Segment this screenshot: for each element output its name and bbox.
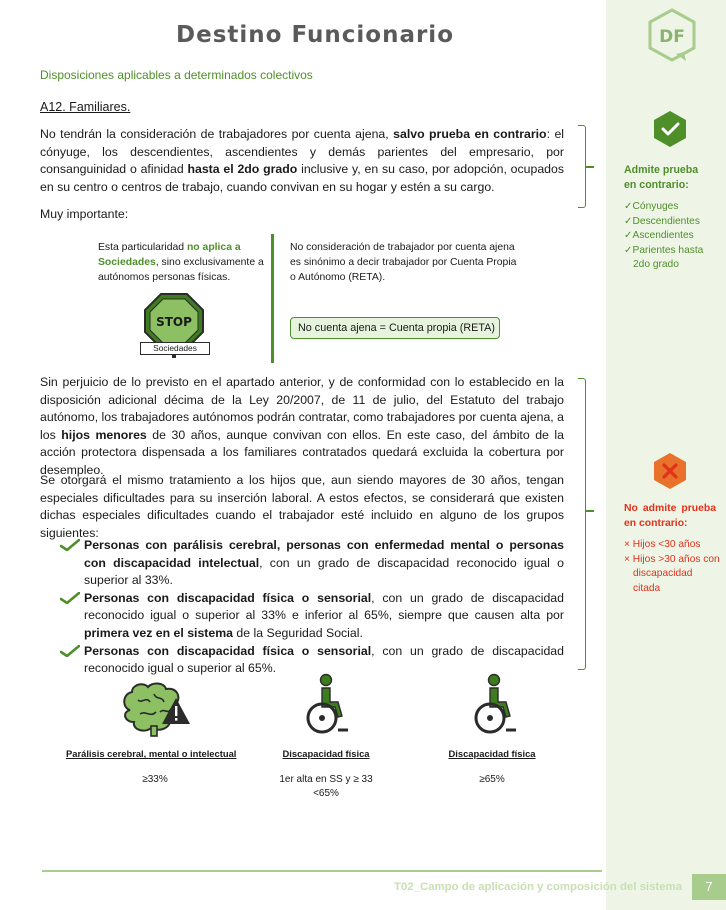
paragraph-familiares: No tendrán la consideración de trabajadores por cuenta ajena, salvo prueba en contrario: el cónyuge, los descendientes, ascendientes y demás parientes del empresario, por consanguinidad o afinidad hasta el 2do grado inclusive y, en su caso, por adopción, ocupados en su centro o centros de trabajo, cuando convivan en su hogar y estén a su cargo. [40,127,565,194]
formula-box: No cuenta ajena = Cuenta propia (RETA) [290,317,500,339]
sidebar-ok-title: Admite prueba en contrario: [624,164,699,191]
sidebar-no-title: No admite prueba en contrario: [624,503,716,529]
wheelchair-icon [300,672,352,736]
callout-reta-text: No consideración de trabajador por cuenta ajena es sinónimo a decir trabajador por Cuenta Propia o Autónomo (RETA). [290,242,517,283]
checkmark-bullet-icon [60,645,80,657]
footer-title: T02_Campo de aplicación y composición del sistema [394,881,683,893]
stop-text: STOP [156,315,192,329]
wheelchair-icon [468,672,520,736]
sidebar-ok-list [624,200,720,273]
bracket-familiares-tick [586,166,594,168]
figure-caption: Parálisis cerebral, mental o intelectual [66,748,237,759]
section-heading: Disposiciones aplicables a determinados colectivos [40,68,313,82]
stop-sign-label: Sociedades [140,342,210,355]
bracket-hijos-tick [586,510,594,512]
checkmark-bullet-icon [60,592,80,604]
subheading: A12. Familiares. [40,100,131,114]
paragraph-hijos-menores: Sin perjuicio de lo previsto en el apartado anterior, y de conformidad con lo establecido en la disposición adicional décima de la Ley 20/2007, de 11 de julio, del Estatuto del trabajo autónomo, los trabajadores autónomos podrán contratar, como trabajadores por cuenta ajena, a los hijos menores de 30 años, aunque convivan con ellos. En este caso, del ámbito de la acción protectora dispensada a los familiares contratados quedará excluida la cobertura por desempleo. [40,375,565,477]
list-item: × Hijos <30 años [624,539,701,550]
brand-title: Destino Funcionario [176,22,454,48]
list-item: ✓Cónyuges [624,201,679,212]
bracket-hijos [578,378,586,670]
bracket-familiares [578,125,586,208]
list-item: Personas con discapacidad física o sensorial, con un grado de discapacidad reconocido igual o superior al 33% e inferior al 65%, siempre que causen alta por primera vez en el sistema de la Seguridad Social. [62,590,564,643]
list-item: ✓Parientes hasta 2do grado [624,244,704,270]
figure-value: 1er alta en SS y ≥ 33 <65% [279,774,373,799]
list-item: ✓Descendientes [624,215,700,227]
figure-value: ≥65% [479,774,505,785]
cross-icon [652,452,688,490]
page-number: 7 [692,874,726,900]
figure-value: ≥33% [142,774,168,785]
paragraph-hijos-mayores: Se otorgará el mismo tratamiento a los hijos que, aun siendo mayores de 30 años, tengan especiales dificultades para su inserción laboral. A estos efectos, se considerará que existen dichas especiales dificultades cuando el trabajador esté incluido en alguno de los grupos siguientes: [40,473,564,540]
sidebar-no-list [624,538,720,596]
figure-caption: Discapacidad física [282,748,370,759]
logo-text: DF [659,27,685,47]
footer-divider [42,870,602,872]
check-icon [652,110,688,148]
muy-importante-label: Muy importante: [40,207,129,221]
logo-badge-icon [646,8,698,64]
callout-divider [271,234,274,363]
disability-group-list [62,537,564,678]
figure-caption: Discapacidad física [448,748,536,759]
list-item: Personas con discapacidad física o sensorial, con un grado de discapacidad reconocido igual o superior al 65%. [62,643,564,678]
checkmark-bullet-icon [60,539,80,551]
brain-warning-icon [120,682,192,738]
list-item: ✓Ascendientes [624,230,694,241]
callout-sociedades-text: Esta particularidad no aplica a Sociedades, sino exclusivamente a autónomos personas físicas. [98,242,264,283]
list-item: × Hijos >30 años con discapacidad citada [624,553,720,594]
list-item: Personas con parálisis cerebral, personas con enfermedad mental o personas con discapacidad intelectual, con un grado de discapacidad reconocido igual o superior al 33%. [62,537,564,590]
